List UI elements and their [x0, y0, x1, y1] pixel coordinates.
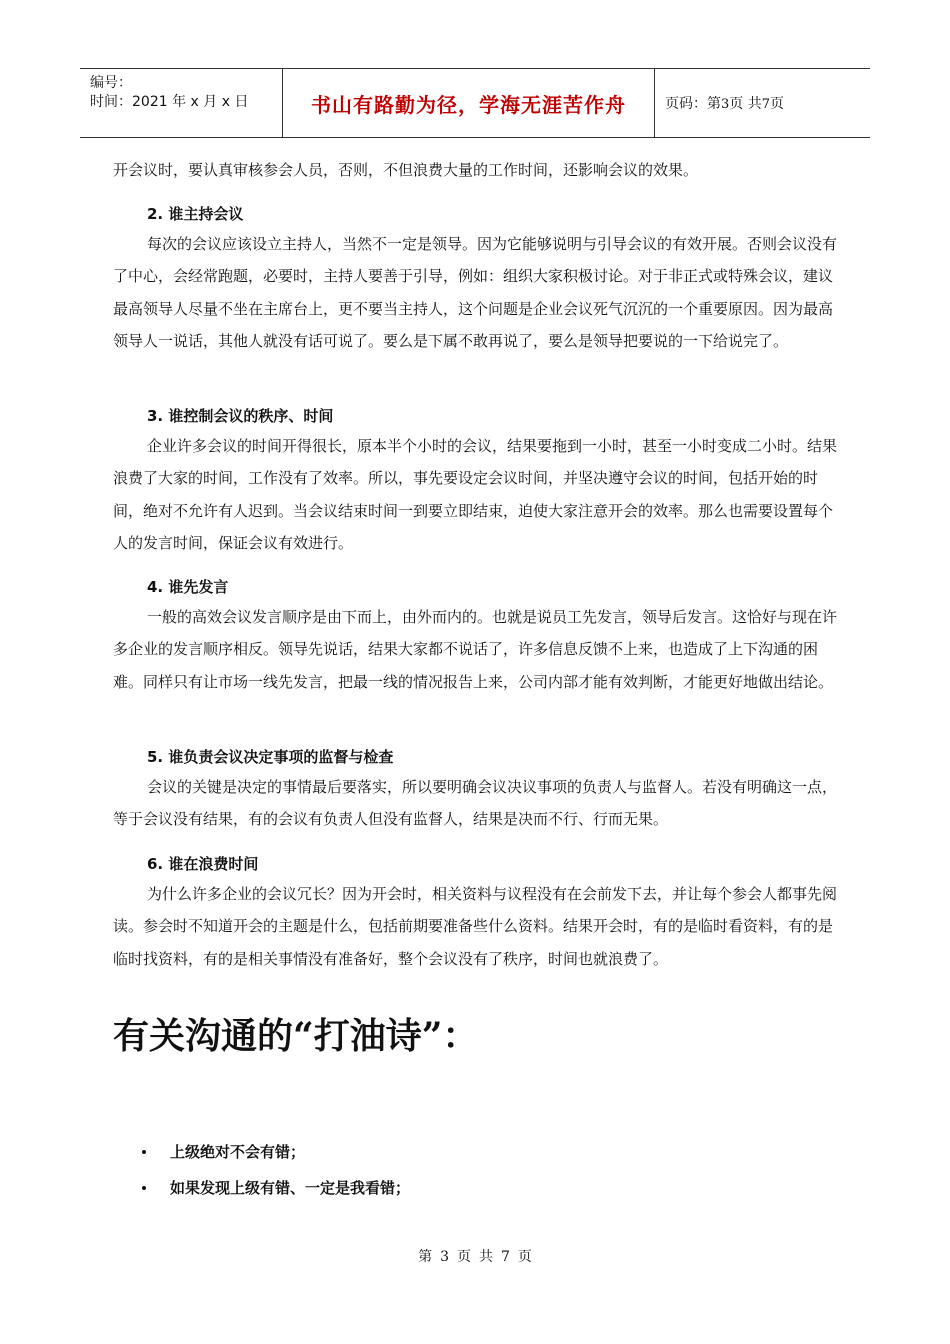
footer-text: 第	[418, 1249, 433, 1265]
section-heading-2: 2. 谁主持会议	[147, 205, 244, 223]
page-number: 3	[721, 97, 730, 112]
page-total: 7	[761, 97, 771, 112]
page-prefix: 页码：第	[665, 96, 721, 112]
section-paragraph-4: 一般的高效会议发言顺序是由下而上，由外而内的。也就是说员工先发言，领导后发言。这恰好与现在许多企业的发言顺序相反。领导先说话，结果大家都不说话了，许多信息反馈不上来，也造成了上下沟通的困难。同样只有让市场一线先发言，把最一线的情况报告上来，公司内部才能有效判断，才能更好地做出结论。	[113, 608, 838, 691]
document-date: 时间：2021 年 x 月 x 日	[90, 94, 249, 110]
footer-page-total: 7	[501, 1249, 510, 1265]
header-motto: 书山有路勤为径，学海无涯苦作舟	[311, 92, 626, 117]
header-page-code	[665, 93, 784, 113]
document-number-label: 编号：	[90, 75, 132, 91]
page-suffix: 页	[770, 96, 785, 112]
page-footer	[0, 1246, 950, 1266]
bullet-dot-icon	[142, 1150, 146, 1154]
header-right-cell	[655, 69, 870, 137]
section-heading-5: 5. 谁负责会议决定事项的监督与检查	[147, 748, 394, 766]
poem-title: 有关沟通的“打油诗”：	[113, 1015, 479, 1057]
header-left-cell	[80, 69, 283, 137]
section-paragraph-2: 每次的会议应该设立主持人，当然不一定是领导。因为它能够说明与引导会议的有效开展。否则会议没有了中心，会经常跑题，必要时，主持人要善于引导，例如：组织大家积极讨论。对于非正式或特殊会议，建议最高领导人尽量不坐在主席台上，更不要当主持人，这个问题是企业会议死气沉沉的一个重要原因。因为最高领导人一说话，其他人就没有话可说了。要么是下属不敢再说了，要么是领导把要说的一下给说完了。	[113, 235, 838, 350]
section-heading-4: 4. 谁先发言	[147, 578, 229, 596]
bullet-dot-icon	[142, 1186, 146, 1190]
footer-text: 页	[517, 1249, 532, 1265]
section-heading-3: 3. 谁控制会议的秩序、时间	[147, 407, 334, 425]
bullet-text: 上级绝对不会有错；	[170, 1143, 306, 1161]
section-paragraph-3: 企业许多会议的时间开得很长，原本半个小时的会议，结果要拖到一小时，甚至一小时变成二小时。结果浪费了大家的时间，工作没有了效率。所以，事先要设定会议时间，并坚决遵守会议的时间，包括开始的时间，绝对不允许有人迟到。当会议结束时间一到要立即结束，迫使大家注意开会的效率。那么也需要设置每个人的发言时间，保证会议有效进行。	[113, 437, 838, 552]
bullet-item	[142, 1141, 305, 1162]
section-paragraph-5: 会议的关键是决定的事情最后要落实，所以要明确会议决议事项的负责人与监督人。若没有明确这一点，等于会议没有结果，有的会议有负责人但没有监督人，结果是决而不行、行而无果。	[113, 778, 838, 829]
intro-paragraph: 开会议时，要认真审核参会人员，否则，不但浪费大量的工作时间，还影响会议的效果。	[113, 161, 699, 179]
section-paragraph-6: 为什么许多企业的会议冗长？因为开会时，相关资料与议程没有在会前发下去，并让每个参会人都事先阅读。参会时不知道开会的主题是什么，包括前期要准备些什么资料。结果开会时，有的是临时看资料，有的是临时找资料，有的是相关事情没有准备好，整个会议没有了秩序，时间也就浪费了。	[113, 885, 838, 968]
bullet-text: 如果发现上级有错、一定是我看错；	[170, 1179, 411, 1197]
header-middle-cell	[283, 69, 655, 137]
footer-page-number: 3	[440, 1249, 449, 1265]
footer-text: 页	[457, 1249, 471, 1265]
section-heading-6: 6. 谁在浪费时间	[147, 855, 259, 873]
page-mid: 页 共	[729, 96, 762, 112]
bullet-item	[142, 1177, 410, 1198]
header-table	[80, 68, 870, 138]
footer-text: 共	[479, 1249, 493, 1265]
